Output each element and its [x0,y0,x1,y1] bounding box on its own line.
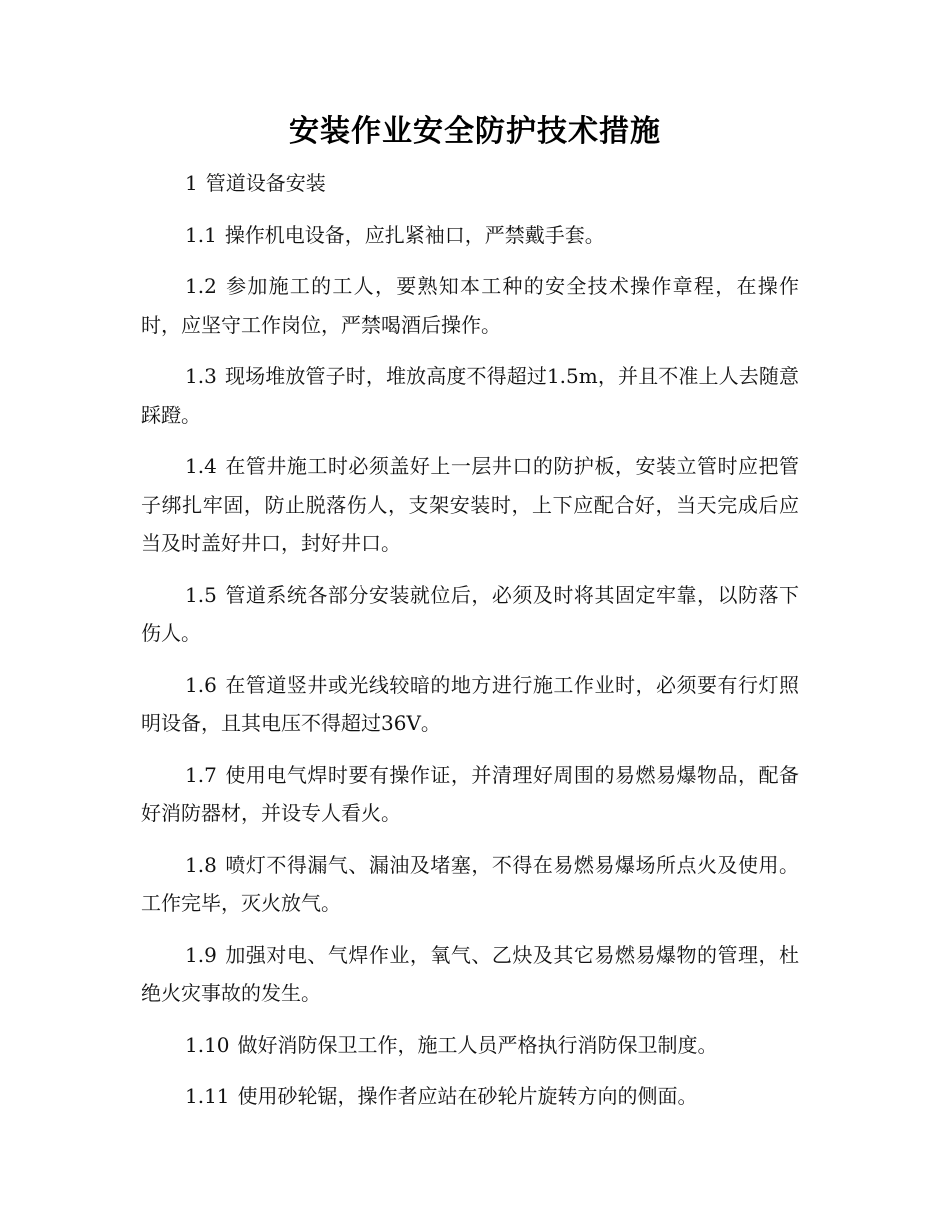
paragraph [141,576,799,653]
document-title: 安装作业安全防护技术措施 [289,114,661,149]
paragraph-text: 管道系统各部分安装就位后，必须及时将其固定牢靠，以防落下伤人。 [141,582,799,645]
paragraph-text: 操作机电设备，应扎紧袖口，严禁戴手套。 [224,222,605,247]
paragraph-text: 在管井施工时必须盖好上一层井口的防护板，安装立管时应把管子绑扎牢固，防止脱落伤人，支架安装时，上下应配合好，当天完成后应当及时盖好井口，封好井口。 [141,454,799,555]
section-number: 1.9 [185,942,217,967]
paragraph [141,936,799,1013]
section-number: 1.4 [185,454,217,478]
paragraph [141,216,799,255]
section-number: 1.11 [185,1084,230,1108]
paragraph [141,756,799,833]
section-number: 1.10 [185,1032,230,1057]
paragraph-text: 管道设备安装 [205,171,326,195]
section-number: 1.7 [185,762,217,787]
section-number: 1.3 [185,364,217,388]
paragraph-text: 在管道竖井或光线较暗的地方进行施工作业时，必须要有行灯照明设备，且其电压不得超过36V。 [141,672,799,735]
section-number: 1.5 [185,582,217,607]
paragraph-text: 使用砂轮锯，操作者应站在砂轮片旋转方向的侧面。 [237,1084,698,1108]
section-number: 1.8 [185,852,217,877]
paragraph-text: 现场堆放管子时，堆放高度不得超过1.5m，并且不准上人去随意踩蹬。 [141,364,799,427]
paragraph [141,846,799,923]
paragraph-text: 加强对电、气焊作业，氧气、乙炔及其它易燃易爆物的管理，杜绝火灾事故的发生。 [141,942,799,1005]
paragraph-text: 使用电气焊时要有操作证，并清理好周围的易燃易爆物品，配备好消防器材，并设专人看火。 [141,762,799,825]
paragraph [141,1026,799,1065]
paragraph [141,1077,799,1116]
paragraph [141,164,799,203]
paragraph [141,447,799,563]
paragraph-text: 参加施工的工人，要熟知本工种的安全技术操作章程，在操作时，应坚守工作岗位，严禁喝酒后操作。 [141,274,799,337]
paragraph [141,357,799,434]
document-body [141,164,799,1129]
paragraph [141,666,799,743]
section-number: 1.1 [185,222,217,247]
section-number: 1 [185,171,198,195]
paragraph [141,267,799,344]
section-number: 1.6 [185,672,217,697]
paragraph-text: 喷灯不得漏气、漏油及堵塞，不得在易燃易爆场所点火及使用。工作完毕，灭火放气。 [141,852,799,915]
section-number: 1.2 [185,274,217,298]
paragraph-text: 做好消防保卫工作，施工人员严格执行消防保卫制度。 [237,1032,718,1057]
